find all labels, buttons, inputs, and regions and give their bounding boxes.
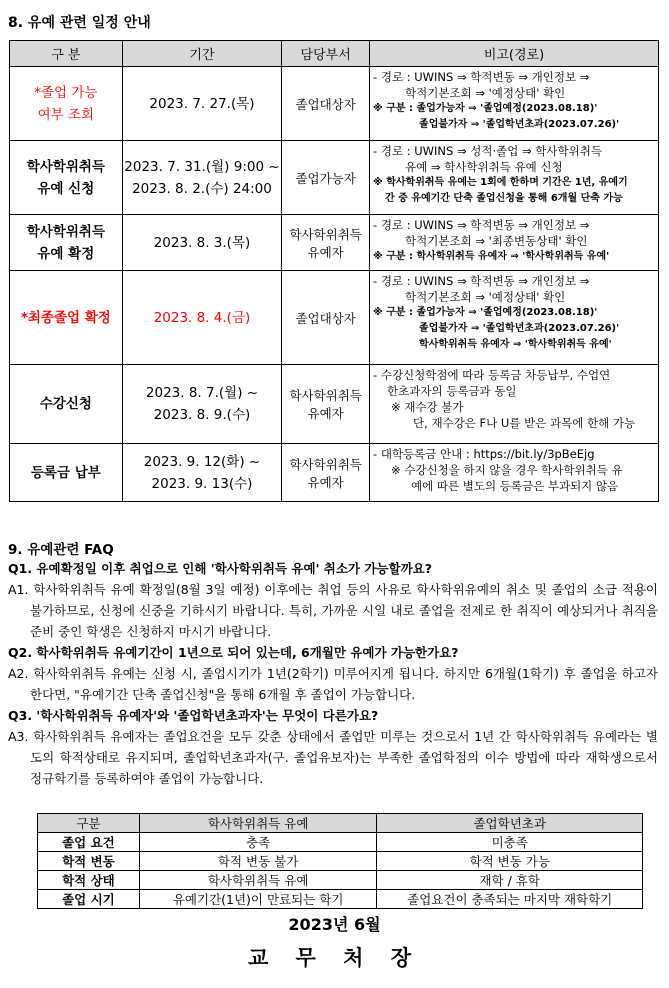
row-period: 2023. 8. 7.(월) ~ 2023. 8. 9.(수): [122, 365, 282, 444]
row-dept: 학사학위취득 유예자: [282, 215, 370, 271]
schedule-row: [10, 271, 659, 365]
row-dept: 학사학위취득 유예자: [282, 365, 370, 444]
compare-header: 학사학위취득 유예: [139, 814, 377, 833]
header-notes: 비고(경로): [370, 41, 659, 67]
comparison-row: [38, 871, 643, 890]
compare-cell: 학적 변동 불가: [139, 852, 377, 871]
row-name: 등록금 납부: [10, 444, 123, 502]
row-notes: - 경로 : UWINS ⇒ 학적변동 ⇒ 개인정보 ⇒ 학적기본조회 ⇒ '최종변동상태' 확인 ※ 구분 : 학사학위취득 유예자 ⇒ '학사학위취득 유예': [370, 215, 659, 271]
row-notes: - 경로 : UWINS ⇒ 학적변동 ⇒ 개인정보 ⇒ 학적기본조회 ⇒ '예정상태' 확인 ※ 구분 : 졸업가능자 ⇒ '졸업예정(2023.08.18)' 졸업불가자 ⇒ '졸업학년초과(2023.07.26)' 학사학위취득 유예자 ⇒ '학사학위취득 유예': [370, 271, 659, 365]
row-period: 2023. 7. 31.(월) 9:00 ~ 2023. 8. 2.(수) 24:00: [122, 141, 282, 215]
compare-cell: 학사학위취득 유예: [139, 871, 377, 890]
row-dept: 학사학위취득 유예자: [282, 444, 370, 502]
faq-question-1: Q1. 유예확정일 이후 취업으로 인해 '학사학위취득 유예' 취소가 가능할까요?: [8, 561, 432, 576]
schedule-row: [10, 444, 659, 502]
comparison-row: [38, 890, 643, 909]
compare-cell: 재학 / 휴학: [377, 871, 643, 890]
compare-label: 학적 변동: [38, 852, 140, 871]
schedule-row: [10, 141, 659, 215]
schedule-row: [10, 67, 659, 141]
schedule-header-row: [10, 41, 659, 67]
section-8-title: 8. 유예 관련 일정 안내: [8, 15, 151, 31]
footer-signature: 교 무 처 장: [247, 946, 422, 970]
header-category: 구 분: [10, 41, 123, 67]
header-department: 담당부서: [282, 41, 370, 67]
row-notes: - 경로 : UWINS ⇒ 학적변동 ⇒ 개인정보 ⇒ 학적기본조회 ⇒ '예정상태' 확인 ※ 구분 : 졸업가능자 ⇒ '졸업예정(2023.08.18)' 졸업불가자 ⇒ '졸업학년초과(2023.07.26)': [370, 67, 659, 141]
faq-question-3: Q3. '학사학위취득 유예자'와 '졸업학년초과자'는 무엇이 다른가요?: [8, 708, 379, 723]
row-name: 학사학위취득 유예 신청: [10, 141, 123, 215]
compare-label: 졸업 시기: [38, 890, 140, 909]
row-name: *졸업 가능 여부 조회: [10, 67, 123, 141]
compare-label: 학적 상태: [38, 871, 140, 890]
faq-section: [8, 558, 658, 789]
row-period: 2023. 9. 12(화) ~ 2023. 9. 13(수): [122, 444, 282, 502]
faq-answer-1: A1. 학사학위취득 유예 확정일(8월 3일 예정) 이후에는 취업 등의 사유로 학사학위유예의 취소 및 졸업의 소급 적용이 불가하므로, 신청에 신중을 기하시기 바랍니다. 특히, 가까운 시일 내로 졸업을 전제로 한 취직이 예상되거나 취직을 준비 중인 학생은 신청하지 마시기 바랍니다.: [8, 582, 658, 639]
schedule-table: [9, 40, 659, 502]
compare-cell: 충족: [139, 833, 377, 852]
schedule-row: [10, 215, 659, 271]
faq-question-2: Q2. 학사학위취득 유예기간이 1년으로 되어 있는데, 6개월만 유예가 가능한가요?: [8, 645, 459, 660]
row-notes: - 경로 : UWINS ⇒ 성적·졸업 ⇒ 학사학위취득 유예 ⇒ 학사학위취득 유예 신청 ※ 학사학위취득 유예는 1회에 한하며 기간은 1년, 유예기 간 중 유예기간 단축 졸업신청을 통해 6개월 단축 가능: [370, 141, 659, 215]
compare-cell: 유예기간(1년)이 만료되는 학기: [139, 890, 377, 909]
comparison-header-row: [38, 814, 643, 833]
row-dept: 졸업대상자: [282, 67, 370, 141]
row-name: 학사학위취득 유예 확정: [10, 215, 123, 271]
compare-label: 졸업 요건: [38, 833, 140, 852]
row-dept: 졸업대상자: [282, 271, 370, 365]
compare-cell: 미충족: [377, 833, 643, 852]
row-notes: - 대학등록금 안내 : https://bit.ly/3pBeEjg ※ 수강신청을 하지 않을 경우 학사학위취득 유 예에 따른 별도의 등록금은 부과되지 않음: [370, 444, 659, 502]
comparison-table: [37, 813, 643, 909]
row-period: 2023. 7. 27.(목): [122, 67, 282, 141]
compare-header: 구분: [38, 814, 140, 833]
footer-date: 2023년 6월: [288, 915, 381, 934]
row-period: 2023. 8. 4.(금): [122, 271, 282, 365]
faq-answer-3: A3. 학사학위취득 유예자는 졸업요건을 모두 갖춘 상태에서 졸업만 미루는 것으로서 1년 간 학사학위취득 유예라는 별도의 학적상태로 유지되며, 졸업학년초과자(구. 졸업유보자)는 부족한 졸업학점의 이수 방법에 따라 재학생으로서 정규학기를 등록하여야 졸업이 가능합니다.: [8, 729, 658, 786]
header-period: 기간: [122, 41, 282, 67]
comparison-row: [38, 833, 643, 852]
schedule-row: [10, 365, 659, 444]
row-name: 수강신청: [10, 365, 123, 444]
row-dept: 졸업가능자: [282, 141, 370, 215]
compare-cell: 학적 변동 가능: [377, 852, 643, 871]
faq-answer-2: A2. 학사학위취득 유예는 신청 시, 졸업시기가 1년(2학기) 미루어지게 됩니다. 하지만 6개월(1학기) 후 졸업을 하고자 한다면, "유예기간 단축 졸업신청"을 통해 6개월 후 졸업이 가능합니다.: [8, 666, 658, 702]
compare-header: 졸업학년초과: [377, 814, 643, 833]
section-9-title: 9. 유예관련 FAQ: [8, 542, 114, 558]
row-name: *최종졸업 확정: [10, 271, 123, 365]
comparison-row: [38, 852, 643, 871]
compare-cell: 졸업요건이 충족되는 마지막 재학학기: [377, 890, 643, 909]
row-notes: - 수강신청학점에 따라 등록금 차등납부, 수업연 한초과자의 등록금과 동일 ※ 재수강 불가 단, 재수강은 F나 U를 받은 과목에 한해 가능: [370, 365, 659, 444]
row-period: 2023. 8. 3.(목): [122, 215, 282, 271]
